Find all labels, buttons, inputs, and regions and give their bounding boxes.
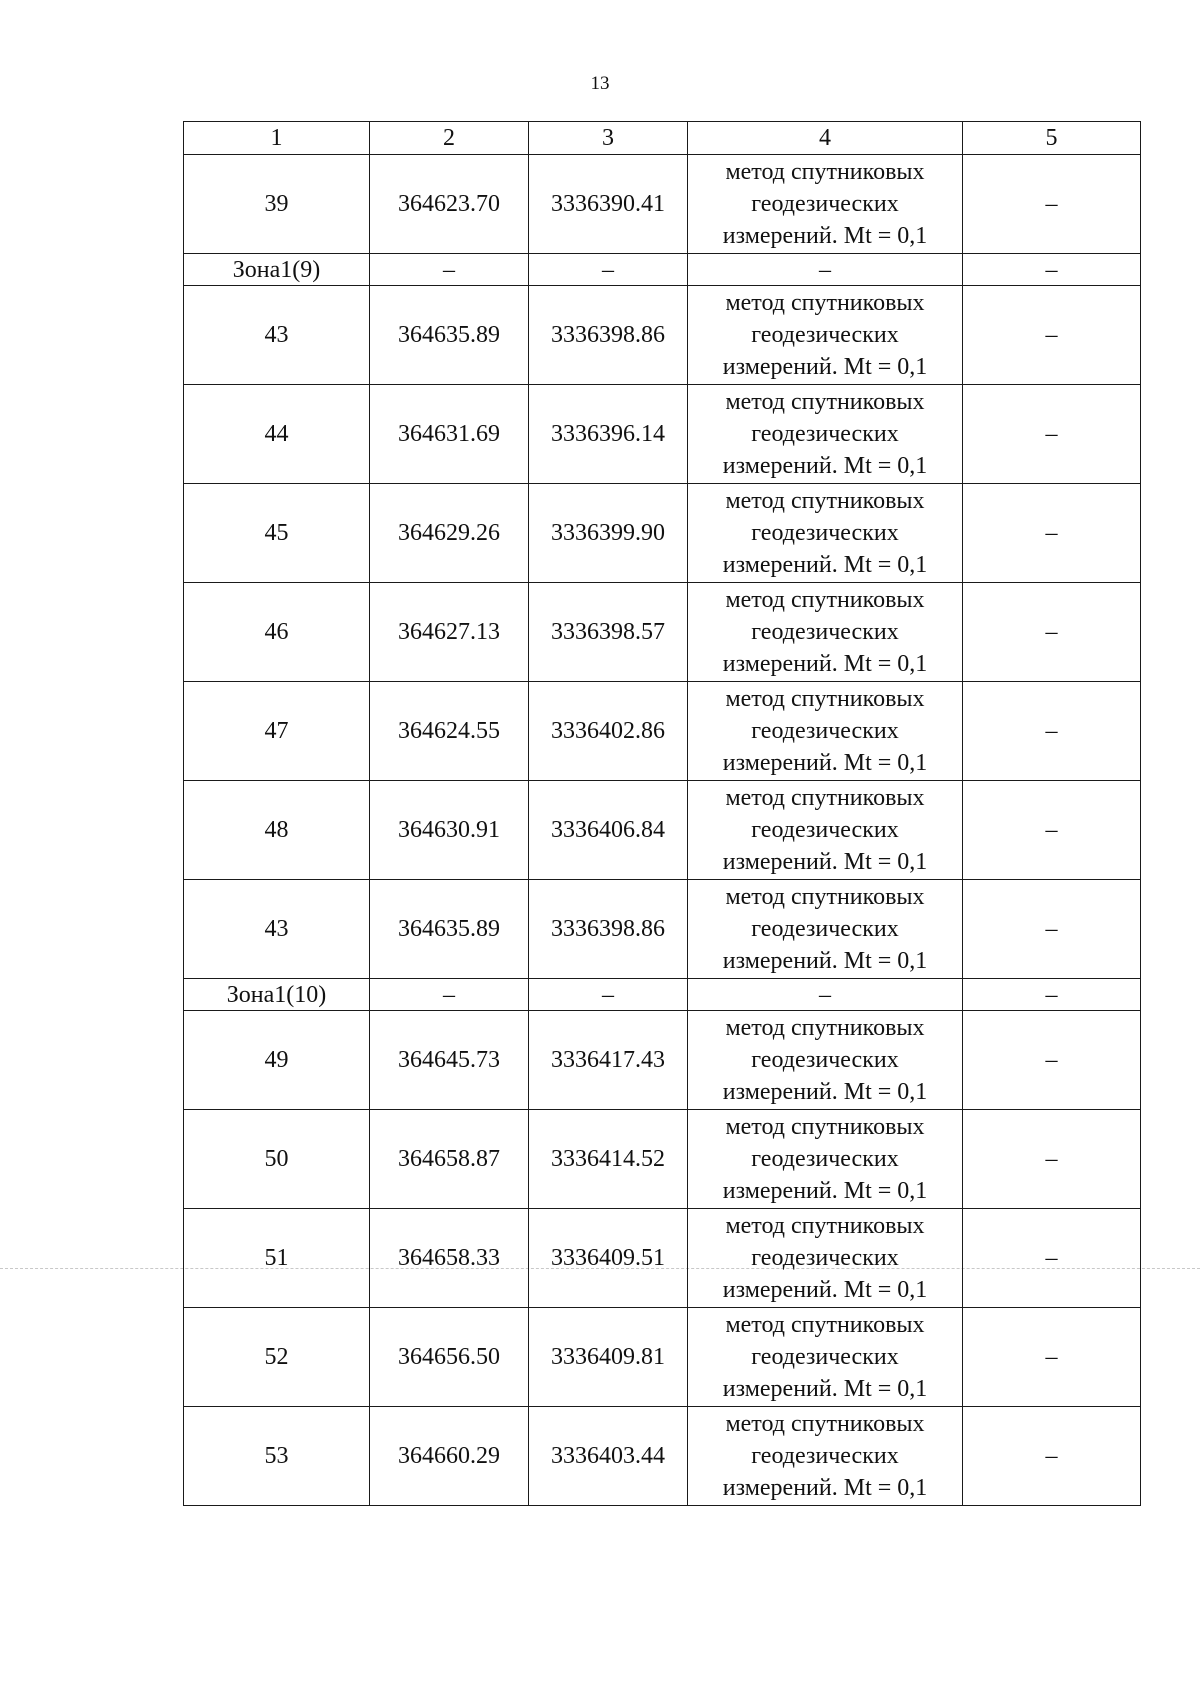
method-line: геодезических (751, 322, 899, 348)
x-coordinate-cell: – (370, 979, 529, 1011)
method-line: измерений. Mt = 0,1 (722, 948, 928, 974)
table-row (184, 1308, 1141, 1407)
zone-row (184, 979, 1141, 1011)
description-cell: – (963, 484, 1141, 583)
table-header (184, 122, 1141, 155)
y-coordinate-cell: 3336414.52 (529, 1110, 688, 1209)
method-text (688, 1012, 962, 1108)
header-cell: 1 (184, 122, 370, 155)
method-text (688, 1408, 962, 1504)
table-row (184, 1110, 1141, 1209)
x-coordinate-cell: 364658.33 (370, 1209, 529, 1308)
method-cell: – (688, 979, 963, 1011)
point-number-cell: 53 (184, 1407, 370, 1506)
page-number: 13 (590, 73, 610, 94)
header-cell: 3 (529, 122, 688, 155)
method-text (688, 1210, 962, 1306)
y-coordinate-cell: – (529, 254, 688, 286)
method-line: метод спутниковых (725, 1114, 925, 1140)
method-line: метод спутниковых (725, 1411, 925, 1437)
y-coordinate-cell: 3336398.57 (529, 583, 688, 682)
method-text (688, 156, 962, 252)
header-cell: 5 (963, 122, 1141, 155)
point-number-cell: 39 (184, 155, 370, 254)
method-line: измерений. Mt = 0,1 (722, 1079, 928, 1105)
method-line: измерений. Mt = 0,1 (722, 223, 928, 249)
zone-row (184, 254, 1141, 286)
method-line: метод спутниковых (725, 785, 925, 811)
method-line: измерений. Mt = 0,1 (722, 552, 928, 578)
y-coordinate-cell: 3336409.81 (529, 1308, 688, 1407)
method-cell (688, 385, 963, 484)
method-line: геодезических (751, 1146, 899, 1172)
y-coordinate-cell: 3336390.41 (529, 155, 688, 254)
table-row (184, 1209, 1141, 1308)
description-cell: – (963, 1110, 1141, 1209)
y-coordinate-cell: 3336417.43 (529, 1011, 688, 1110)
method-line: метод спутниковых (725, 587, 925, 613)
table-row (184, 385, 1141, 484)
description-cell: – (963, 781, 1141, 880)
method-line: метод спутниковых (725, 488, 925, 514)
method-line: измерений. Mt = 0,1 (722, 750, 928, 776)
method-cell (688, 1209, 963, 1308)
x-coordinate-cell: 364627.13 (370, 583, 529, 682)
y-coordinate-cell: 3336403.44 (529, 1407, 688, 1506)
point-number-cell: 52 (184, 1308, 370, 1407)
method-text (688, 287, 962, 383)
description-cell: – (963, 385, 1141, 484)
x-coordinate-cell: 364624.55 (370, 682, 529, 781)
header-cell: 4 (688, 122, 963, 155)
y-coordinate-cell: 3336398.86 (529, 880, 688, 979)
method-line: геодезических (751, 1047, 899, 1073)
table-row (184, 781, 1141, 880)
method-cell (688, 286, 963, 385)
method-cell (688, 583, 963, 682)
method-line: геодезических (751, 520, 899, 546)
method-line: измерений. Mt = 0,1 (722, 453, 928, 479)
description-cell: – (963, 286, 1141, 385)
table-row (184, 286, 1141, 385)
method-line: измерений. Mt = 0,1 (722, 1178, 928, 1204)
method-line: метод спутниковых (725, 290, 925, 316)
method-line: метод спутниковых (725, 159, 925, 185)
method-line: измерений. Mt = 0,1 (722, 1475, 928, 1501)
method-text (688, 485, 962, 581)
point-number-cell: 44 (184, 385, 370, 484)
method-line: измерений. Mt = 0,1 (722, 354, 928, 380)
method-line: метод спутниковых (725, 389, 925, 415)
description-cell: – (963, 155, 1141, 254)
point-number-cell: 43 (184, 880, 370, 979)
method-cell (688, 781, 963, 880)
table-row (184, 880, 1141, 979)
method-line: измерений. Mt = 0,1 (722, 1277, 928, 1303)
y-coordinate-cell: 3336399.90 (529, 484, 688, 583)
table-row (184, 155, 1141, 254)
y-coordinate-cell: 3336409.51 (529, 1209, 688, 1308)
method-line: метод спутниковых (725, 686, 925, 712)
table-row (184, 583, 1141, 682)
x-coordinate-cell: 364631.69 (370, 385, 529, 484)
y-coordinate-cell: 3336396.14 (529, 385, 688, 484)
method-cell (688, 682, 963, 781)
point-number-cell: 45 (184, 484, 370, 583)
point-number-cell: 48 (184, 781, 370, 880)
method-line: геодезических (751, 191, 899, 217)
method-cell: – (688, 254, 963, 286)
method-cell (688, 484, 963, 583)
method-text (688, 881, 962, 977)
method-text (688, 782, 962, 878)
method-text (688, 1309, 962, 1405)
description-cell: – (963, 254, 1141, 286)
x-coordinate-cell: 364629.26 (370, 484, 529, 583)
y-coordinate-cell: 3336406.84 (529, 781, 688, 880)
method-text (688, 584, 962, 680)
point-number-cell: 50 (184, 1110, 370, 1209)
method-line: метод спутниковых (725, 1213, 925, 1239)
description-cell: – (963, 1209, 1141, 1308)
point-number-cell: Зона1(10) (184, 979, 370, 1011)
method-text (688, 683, 962, 779)
method-text (688, 386, 962, 482)
method-cell (688, 155, 963, 254)
description-cell: – (963, 979, 1141, 1011)
method-line: геодезических (751, 1245, 899, 1271)
header-cell: 2 (370, 122, 529, 155)
method-line: геодезических (751, 421, 899, 447)
x-coordinate-cell: 364635.89 (370, 880, 529, 979)
method-line: метод спутниковых (725, 884, 925, 910)
method-line: геодезических (751, 817, 899, 843)
y-coordinate-cell: – (529, 979, 688, 1011)
method-cell (688, 1011, 963, 1110)
method-cell (688, 1407, 963, 1506)
x-coordinate-cell: 364660.29 (370, 1407, 529, 1506)
method-line: метод спутниковых (725, 1015, 925, 1041)
method-line: геодезических (751, 619, 899, 645)
method-cell (688, 880, 963, 979)
description-cell: – (963, 682, 1141, 781)
method-line: геодезических (751, 1443, 899, 1469)
x-coordinate-cell: 364658.87 (370, 1110, 529, 1209)
description-cell: – (963, 583, 1141, 682)
x-coordinate-cell: – (370, 254, 529, 286)
coordinates-table (183, 121, 1141, 1506)
description-cell: – (963, 1308, 1141, 1407)
table-row (184, 1407, 1141, 1506)
method-line: измерений. Mt = 0,1 (722, 849, 928, 875)
y-coordinate-cell: 3336398.86 (529, 286, 688, 385)
description-cell: – (963, 1011, 1141, 1110)
x-coordinate-cell: 364635.89 (370, 286, 529, 385)
description-cell: – (963, 1407, 1141, 1506)
x-coordinate-cell: 364645.73 (370, 1011, 529, 1110)
method-line: геодезических (751, 916, 899, 942)
header-row (184, 122, 1141, 155)
method-cell (688, 1110, 963, 1209)
table-row (184, 1011, 1141, 1110)
point-number-cell: 49 (184, 1011, 370, 1110)
method-line: измерений. Mt = 0,1 (722, 651, 928, 677)
x-coordinate-cell: 364630.91 (370, 781, 529, 880)
point-number-cell: 46 (184, 583, 370, 682)
method-line: геодезических (751, 1344, 899, 1370)
method-cell (688, 1308, 963, 1407)
method-line: метод спутниковых (725, 1312, 925, 1338)
table-row (184, 682, 1141, 781)
table-body (184, 155, 1141, 1506)
point-number-cell: 51 (184, 1209, 370, 1308)
y-coordinate-cell: 3336402.86 (529, 682, 688, 781)
method-text (688, 1111, 962, 1207)
point-number-cell: Зона1(9) (184, 254, 370, 286)
x-coordinate-cell: 364656.50 (370, 1308, 529, 1407)
point-number-cell: 47 (184, 682, 370, 781)
description-cell: – (963, 880, 1141, 979)
method-line: измерений. Mt = 0,1 (722, 1376, 928, 1402)
x-coordinate-cell: 364623.70 (370, 155, 529, 254)
table-row (184, 484, 1141, 583)
point-number-cell: 43 (184, 286, 370, 385)
method-line: геодезических (751, 718, 899, 744)
